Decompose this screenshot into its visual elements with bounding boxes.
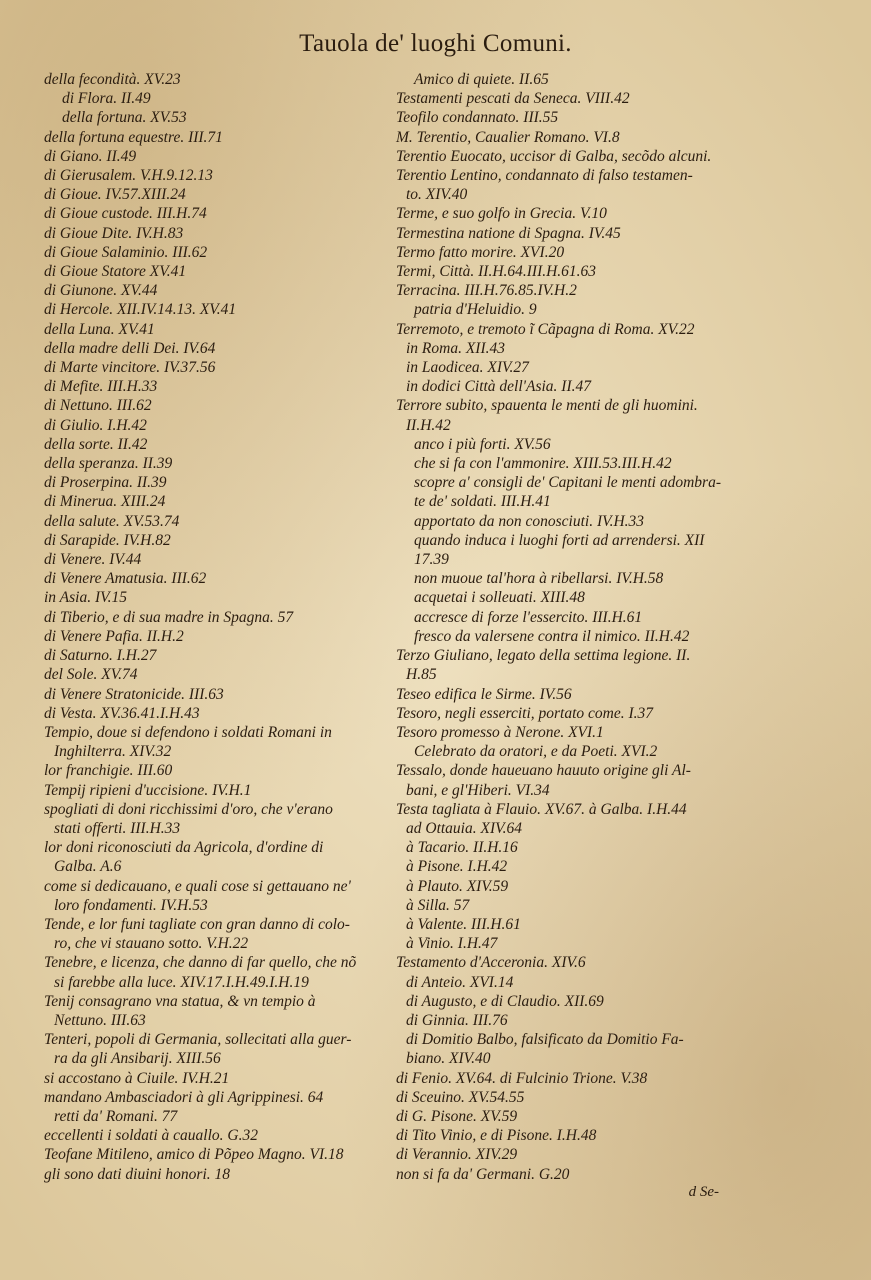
index-entry: Teofane Mitileno, amico di Põpeo Magno. VI.18 [44, 1146, 344, 1164]
index-entry: H.85 [406, 666, 437, 684]
index-entry: di Hercole. XII.IV.14.13. XV.41 [44, 301, 237, 319]
index-entry: gli sono dati diuini honori. 18 [44, 1165, 231, 1183]
index-entry: di Gioue Statore XV.41 [44, 263, 187, 281]
index-entry: Testamento d'Acceronia. XIV.6 [396, 954, 586, 972]
index-entry: in Asia. IV.15 [44, 589, 127, 607]
index-entry: Terentio Euocato, uccisor di Galba, secõdo alcuni. [396, 147, 712, 165]
index-entry: II.H.42 [406, 416, 451, 434]
index-entry: Tesoro, negli esserciti, portato come. I.37 [396, 704, 654, 722]
index-entry: apportato da non conosciuti. IV.H.33 [414, 512, 645, 530]
index-entry: fresco da valersene contra il nimico. II.H.42 [414, 627, 690, 645]
index-entry: spogliati di doni ricchissimi d'oro, che v'erano [44, 800, 333, 818]
index-entry: Terracina. III.H.76.85.IV.H.2 [396, 282, 577, 300]
index-entry: di Sceuino. XV.54.55 [396, 1088, 525, 1106]
index-entry: di Saturno. I.H.27 [44, 647, 157, 665]
index-entry: di Marte vincitore. IV.37.56 [44, 359, 216, 377]
index-entry: anco i più forti. XV.56 [414, 435, 551, 453]
index-entry: della speranza. II.39 [44, 455, 173, 473]
index-entry: di Giunone. XV.44 [44, 282, 158, 300]
index-entry: mandano Ambasciadori à gli Agrippinesi. 64 [44, 1088, 324, 1106]
index-entry: scopre a' consigli de' Capitani le menti adombra- [414, 474, 721, 492]
index-entry: di Sarapide. IV.H.82 [44, 531, 171, 549]
index-entry: di Gioue. IV.57.XIII.24 [44, 186, 186, 204]
index-entry: Teofilo condannato. III.55 [396, 109, 559, 127]
index-entry: di Mefite. III.H.33 [44, 378, 158, 396]
index-entry: Testamenti pescati da Seneca. VIII.42 [396, 90, 630, 108]
index-entry: ro, che vi stauano sotto. V.H.22 [54, 935, 249, 953]
index-entry: Termi, Città. II.H.64.III.H.61.63 [396, 263, 597, 281]
index-entry: di Giano. II.49 [44, 147, 137, 165]
index-entry: Galba. A.6 [54, 858, 122, 876]
index-entry: accresce di forze l'essercito. III.H.61 [414, 608, 643, 626]
index-entry: quando induca i luoghi forti ad arrendersi. XII [414, 531, 705, 549]
index-entry: à Tacario. II.H.16 [406, 839, 518, 857]
index-entry: di Fenio. XV.64. di Fulcinio Trione. V.38 [396, 1069, 648, 1087]
index-entry: loro fondamenti. IV.H.53 [54, 896, 208, 914]
index-entry: ad Ottauia. XIV.64 [406, 819, 522, 837]
index-entry: di Gioue Dite. IV.H.83 [44, 224, 184, 242]
index-entry: della fecondità. XV.23 [44, 71, 181, 88]
index-entry: ra da gli Ansibarij. XIII.56 [54, 1050, 221, 1068]
index-entry: della fortuna equestre. III.71 [44, 128, 223, 146]
index-entry: come si dedicauano, e quali cose si gettauano ne' [44, 877, 351, 895]
index-entry: di Verannio. XIV.29 [396, 1146, 518, 1164]
index-entry: in dodici Città dell'Asia. II.47 [406, 378, 591, 396]
index-entry: di Venere Amatusia. III.62 [44, 570, 207, 588]
index-entry: Tenebre, e licenza, che danno di far quello, che nõ [44, 954, 357, 972]
index-entry: di Gierusalem. V.H.9.12.13 [44, 167, 213, 185]
index-entry: Terzo Giuliano, legato della settima legione. II. [396, 647, 691, 665]
index-entry: della Luna. XV.41 [44, 320, 155, 338]
index-entry: si farebbe alla luce. XIV.17.I.H.49.I.H.19 [54, 973, 309, 991]
index-entry: in Laodicea. XIV.27 [406, 359, 529, 377]
index-entry: Termestina natione di Spagna. IV.45 [396, 224, 621, 242]
index-entry: te de' soldati. III.H.41 [414, 493, 551, 511]
index-entry: non muoue tal'hora à ribellarsi. IV.H.58 [414, 570, 664, 588]
index-entry: della salute. XV.53.74 [44, 512, 180, 530]
index-entry: patria d'Heluidio. 9 [414, 301, 537, 319]
index-entry: stati offerti. III.H.33 [54, 819, 181, 837]
index-entry: di Ginnia. III.76 [406, 1011, 508, 1029]
index-entry: M. Terentio, Caualier Romano. VI.8 [396, 128, 620, 146]
index-entry: di Flora. II.49 [62, 90, 151, 108]
index-entry: Tende, e lor funi tagliate con gran danno di colo- [44, 915, 350, 933]
index-entry: di Augusto, e di Claudio. XII.69 [406, 992, 604, 1010]
index-entry: di Anteio. XVI.14 [406, 973, 514, 991]
index-column-left [44, 70, 389, 1184]
index-entry: lor doni riconosciuti da Agricola, d'ordine di [44, 839, 324, 857]
index-entry: à Silla. 57 [406, 896, 470, 914]
index-entry: che si fa con l'ammonire. XIII.53.III.H.42 [414, 455, 672, 473]
index-entry: Terentio Lentino, condannato di falso testamen- [396, 167, 693, 185]
index-entry: bani, e gl'Hiberi. VI.34 [406, 781, 550, 799]
index-entry: à Valente. III.H.61 [406, 915, 521, 933]
index-entry: Terremoto, e tremoto ĩ Cãpagna di Roma. XV.22 [396, 320, 695, 338]
index-entry: Inghilterra. XIV.32 [54, 743, 172, 761]
index-entry: della fortuna. XV.53 [62, 109, 187, 127]
index-entry: Testa tagliata à Flauio. XV.67. à Galba. I.H.44 [396, 800, 687, 818]
catchword: d Se- [688, 1184, 719, 1200]
index-entry: lor franchigie. III.60 [44, 762, 173, 780]
index-entry: di Tito Vinio, e di Pisone. I.H.48 [396, 1127, 597, 1145]
index-entry: Tenij consagrano vna statua, & vn tempio à [44, 992, 316, 1010]
index-entry: di Proserpina. II.39 [44, 474, 167, 492]
index-entry: 17.39 [414, 551, 449, 569]
index-entry: Amico di quiete. II.65 [414, 71, 549, 88]
index-entry: di Venere Pafia. II.H.2 [44, 627, 184, 645]
index-column-right [396, 70, 776, 1184]
index-entry: à Vinio. I.H.47 [406, 935, 498, 953]
index-entry: Tenteri, popoli di Germania, sollecitati alla guer- [44, 1031, 352, 1049]
index-entry: à Pisone. I.H.42 [406, 858, 508, 876]
index-entry: Tempij ripieni d'uccisione. IV.H.1 [44, 781, 252, 799]
index-entry: in Roma. XII.43 [406, 339, 506, 357]
index-entry: di Venere Stratonicide. III.63 [44, 685, 224, 703]
index-entry: Terme, e suo golfo in Grecia. V.10 [396, 205, 607, 223]
index-entry: di Gioue Salaminio. III.62 [44, 243, 208, 261]
index-entry: della madre delli Dei. IV.64 [44, 339, 216, 357]
index-entry: à Plauto. XIV.59 [406, 877, 509, 895]
index-entry: di Minerua. XIII.24 [44, 493, 166, 511]
index-entry: retti da' Romani. 77 [54, 1107, 178, 1125]
index-entry: Termo fatto morire. XVI.20 [396, 243, 565, 261]
index-entry: non si fa da' Germani. G.20 [396, 1165, 570, 1183]
index-entry: eccellenti i soldati à cauallo. G.32 [44, 1127, 258, 1145]
index-entry: acquetai i solleuati. XIII.48 [414, 589, 585, 607]
index-entry: di Vesta. XV.36.41.I.H.43 [44, 704, 200, 722]
index-entry: Tesoro promesso à Nerone. XVI.1 [396, 723, 604, 741]
index-entry: Terrore subito, spauenta le menti de gli huomini. [396, 397, 698, 415]
index-entry: Celebrato da oratori, e da Poeti. XVI.2 [414, 743, 658, 761]
index-entry: della sorte. II.42 [44, 435, 148, 453]
index-entry: di Venere. IV.44 [44, 551, 142, 569]
index-entry: di Tiberio, e di sua madre in Spagna. 57 [44, 608, 294, 626]
index-entry: di Giulio. I.H.42 [44, 416, 147, 434]
index-entry: di Domitio Balbo, falsificato da Domitio Fa- [406, 1031, 684, 1049]
index-entry: si accostano à Ciuile. IV.H.21 [44, 1069, 230, 1087]
index-entry: Nettuno. III.63 [54, 1011, 146, 1029]
page-title: Tauola de' luoghi Comuni. [299, 30, 572, 57]
index-entry: del Sole. XV.74 [44, 666, 138, 684]
index-entry: Tempio, doue si defendono i soldati Romani in [44, 723, 332, 741]
index-entry: di Nettuno. III.62 [44, 397, 152, 415]
index-entry: Teseo edifica le Sirme. IV.56 [396, 685, 572, 703]
index-entry: Tessalo, donde haueuano hauuto origine gli Al- [396, 762, 691, 780]
index-entry: to. XIV.40 [406, 186, 468, 204]
index-entry: biano. XIV.40 [406, 1050, 491, 1068]
index-entry: di Gioue custode. III.H.74 [44, 205, 207, 223]
index-entry: di G. Pisone. XV.59 [396, 1107, 518, 1125]
